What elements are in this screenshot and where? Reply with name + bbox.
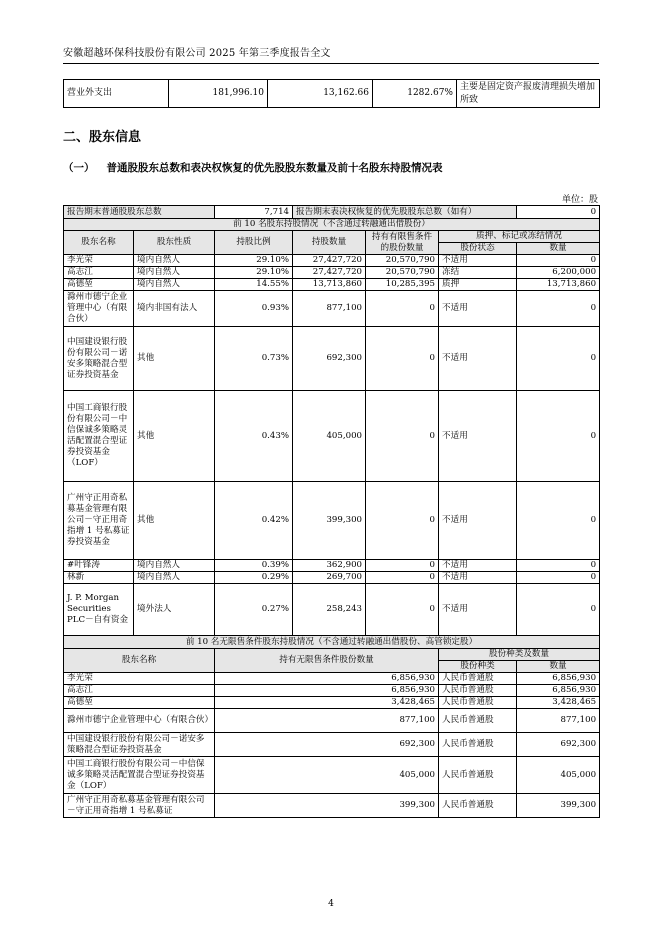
- cell-amount: 399,300: [517, 794, 600, 818]
- cell-amount: 0: [517, 291, 600, 327]
- cell-name: 广州守正用奇私募基金管理有限公司－守正用奇指增 1 号私募证券投资基金: [64, 482, 134, 560]
- summary-row: [64, 206, 600, 219]
- cell-kind: 人民币普通股: [439, 697, 517, 709]
- cell-kind: 人民币普通股: [439, 733, 517, 757]
- cell-restricted: 0: [366, 572, 439, 584]
- col-header-unrestricted-name: 股东名称: [64, 649, 215, 673]
- subsection-title: [63, 160, 443, 175]
- cell-amount: 3,428,465: [517, 697, 600, 709]
- subsection-number: （一）: [63, 162, 95, 174]
- cell-name: 李光荣: [64, 673, 215, 685]
- cell-name: 高志江: [64, 685, 215, 697]
- cell-ratio: 29.10%: [215, 255, 293, 267]
- cell-qty: 6,856,930: [215, 673, 439, 685]
- preferred-holders-value: 0: [517, 206, 600, 219]
- cell-kind: 人民币普通股: [439, 709, 517, 733]
- cell-status: 不适用: [439, 572, 517, 584]
- cell-amount: 877,100: [517, 709, 600, 733]
- cell-name: 中国工商银行股份有限公司－中信保诚多策略灵活配置混合型证券投资基金（LOF）: [64, 757, 215, 794]
- cell-name: 中国工商银行股份有限公司－中信保诚多策略灵活配置混合型证券投资基金（LOF）: [64, 391, 134, 482]
- cell-kind: 人民币普通股: [439, 673, 517, 685]
- cell-name: 高德堃: [64, 279, 134, 291]
- table-row: [64, 757, 600, 794]
- cell-status: 不适用: [439, 391, 517, 482]
- cell-status: 不适用: [439, 327, 517, 391]
- table-row: [64, 327, 600, 391]
- cell-name: 滁州市德宁企业管理中心（有限合伙）: [64, 291, 134, 327]
- cell-restricted: 0: [366, 482, 439, 560]
- cell-qty: 399,300: [293, 482, 366, 560]
- cell-restricted: 0: [366, 560, 439, 572]
- current-period-value: 181,996.10: [169, 80, 268, 108]
- cell-qty: 692,300: [215, 733, 439, 757]
- cell-name: 中国建设银行股份有限公司－诺安多策略混合型证券投资基金: [64, 327, 134, 391]
- table-row: [64, 279, 600, 291]
- cell-status: 不适用: [439, 291, 517, 327]
- top10-title: 前 10 名股东持股情况（不含通过转融通出借股份）: [64, 219, 600, 231]
- subsection-text: 普通股股东总数和表决权恢复的优先股股东数量及前十名股东持股情况表: [106, 162, 443, 174]
- cell-amount: 0: [517, 391, 600, 482]
- cell-amount: 6,856,930: [517, 685, 600, 697]
- cell-qty: 6,856,930: [215, 685, 439, 697]
- cell-amount: 405,000: [517, 757, 600, 794]
- cell-amount: 13,713,860: [517, 279, 600, 291]
- cell-restricted: 0: [366, 584, 439, 636]
- prior-period-value: 13,162.66: [268, 80, 373, 108]
- cell-ratio: 0.29%: [215, 572, 293, 584]
- cell-nature: 其他: [134, 482, 215, 560]
- cell-qty: 692,300: [293, 327, 366, 391]
- non-operating-expense-table: [63, 79, 600, 108]
- cell-status: 冻结: [439, 267, 517, 279]
- cell-name: 滁州市德宁企业管理中心（有限合伙）: [64, 709, 215, 733]
- cell-name: J. P. Morgan Securities PLC－自有资金: [64, 584, 134, 636]
- table-row: [64, 255, 600, 267]
- cell-amount: 692,300: [517, 733, 600, 757]
- cell-nature: 境内自然人: [134, 279, 215, 291]
- col-header-restricted: 持有有限售条件的股份数量: [366, 231, 439, 255]
- cell-ratio: 0.93%: [215, 291, 293, 327]
- cell-nature: 境内自然人: [134, 255, 215, 267]
- cell-qty: 405,000: [293, 391, 366, 482]
- page-number: 4: [328, 899, 334, 909]
- col-header-kind: 股份种类: [439, 661, 517, 673]
- table-row: [64, 685, 600, 697]
- report-header-title: 安徽超越环保科技股份有限公司 2025 年第三季度报告全文: [63, 48, 331, 59]
- cell-ratio: 14.55%: [215, 279, 293, 291]
- cell-ratio: 0.73%: [215, 327, 293, 391]
- cell-amount: 6,200,000: [517, 267, 600, 279]
- cell-ratio: 0.42%: [215, 482, 293, 560]
- cell-qty: 258,243: [293, 584, 366, 636]
- unrestricted-title: 前 10 名无限售条件股东持股情况（不含通过转融通出借股份、高管锁定股）: [64, 636, 600, 649]
- cell-amount: 0: [517, 482, 600, 560]
- change-percent: 1282.67%: [373, 80, 457, 108]
- cell-ratio: 0.43%: [215, 391, 293, 482]
- table-row: [64, 584, 600, 636]
- table-row: [64, 391, 600, 482]
- cell-nature: 境外法人: [134, 584, 215, 636]
- cell-kind: 人民币普通股: [439, 685, 517, 697]
- cell-amount: 0: [517, 572, 600, 584]
- cell-qty: 27,427,720: [293, 255, 366, 267]
- cell-nature: 境内非国有法人: [134, 291, 215, 327]
- table-row: [64, 636, 600, 649]
- cell-qty: 269,700: [293, 572, 366, 584]
- table-row: [64, 291, 600, 327]
- table-row: [64, 673, 600, 685]
- table-row: [64, 794, 600, 818]
- cell-restricted: 0: [366, 391, 439, 482]
- common-holders-label: 报告期末普通股股东总数: [64, 206, 215, 219]
- cell-amount: 6,856,930: [517, 673, 600, 685]
- cell-name: 中国建设银行股份有限公司－诺安多策略混合型证券投资基金: [64, 733, 215, 757]
- cell-status: 不适用: [439, 255, 517, 267]
- col-header-ratio: 持股比例: [215, 231, 293, 255]
- col-header-amount: 数量: [517, 243, 600, 255]
- row-label: 营业外支出: [64, 80, 169, 108]
- table-header-row: [64, 649, 600, 661]
- cell-restricted: 20,570,790: [366, 267, 439, 279]
- cell-nature: 境内自然人: [134, 572, 215, 584]
- change-reason: 主要是固定资产报废清理损失增加所致: [457, 80, 600, 108]
- cell-name: 高德堃: [64, 697, 215, 709]
- col-header-kind-group: 股份种类及数量: [439, 649, 600, 661]
- cell-ratio: 29.10%: [215, 267, 293, 279]
- unit-label: 单位：股: [561, 195, 598, 205]
- cell-restricted: 0: [366, 327, 439, 391]
- cell-qty: 13,713,860: [293, 279, 366, 291]
- cell-qty: 877,100: [293, 291, 366, 327]
- col-header-status: 股份状态: [439, 243, 517, 255]
- cell-qty: 877,100: [215, 709, 439, 733]
- common-holders-value: 7,714: [215, 206, 293, 219]
- table-row: [64, 219, 600, 231]
- cell-nature: 境内自然人: [134, 267, 215, 279]
- cell-name: 林新: [64, 572, 134, 584]
- header-rule: [63, 63, 599, 64]
- cell-restricted: 0: [366, 291, 439, 327]
- table-row: [64, 697, 600, 709]
- col-header-pledge-group: 质押、标记或冻结情况: [439, 231, 600, 243]
- cell-name: 李光荣: [64, 255, 134, 267]
- cell-qty: 3,428,465: [215, 697, 439, 709]
- cell-nature: 其他: [134, 391, 215, 482]
- cell-qty: 405,000: [215, 757, 439, 794]
- col-header-unrestricted-qty: 持有无限售条件股份数量: [215, 649, 439, 673]
- cell-ratio: 0.27%: [215, 584, 293, 636]
- cell-name: 高志江: [64, 267, 134, 279]
- cell-qty: 27,427,720: [293, 267, 366, 279]
- cell-qty: 362,900: [293, 560, 366, 572]
- col-header-qty: 持股数量: [293, 231, 366, 255]
- cell-restricted: 20,570,790: [366, 255, 439, 267]
- cell-kind: 人民币普通股: [439, 794, 517, 818]
- table-row: [64, 572, 600, 584]
- table-row: [64, 80, 600, 108]
- preferred-holders-label: 报告期末表决权恢复的优先股股东总数（如有）: [293, 206, 517, 219]
- cell-amount: 0: [517, 584, 600, 636]
- cell-amount: 0: [517, 560, 600, 572]
- cell-qty: 399,300: [215, 794, 439, 818]
- cell-kind: 人民币普通股: [439, 757, 517, 794]
- section-title: 二、股东信息: [63, 130, 142, 145]
- table-row: [64, 560, 600, 572]
- cell-name: #叶锋涛: [64, 560, 134, 572]
- shareholder-table: [63, 205, 600, 818]
- cell-restricted: 10,285,395: [366, 279, 439, 291]
- cell-status: 不适用: [439, 482, 517, 560]
- cell-ratio: 0.39%: [215, 560, 293, 572]
- col-header-kind-amount: 数量: [517, 661, 600, 673]
- table-row: [64, 482, 600, 560]
- cell-amount: 0: [517, 327, 600, 391]
- table-row: [64, 267, 600, 279]
- cell-name: 广州守正用奇私募基金管理有限公司－守正用奇指增 1 号私募证: [64, 794, 215, 818]
- cell-status: 不适用: [439, 584, 517, 636]
- cell-status: 不适用: [439, 560, 517, 572]
- col-header-nature: 股东性质: [134, 231, 215, 255]
- cell-status: 质押: [439, 279, 517, 291]
- cell-nature: 其他: [134, 327, 215, 391]
- cell-amount: 0: [517, 255, 600, 267]
- cell-nature: 境内自然人: [134, 560, 215, 572]
- table-header-row: [64, 231, 600, 243]
- table-row: [64, 733, 600, 757]
- col-header-name: 股东名称: [64, 231, 134, 255]
- table-row: [64, 709, 600, 733]
